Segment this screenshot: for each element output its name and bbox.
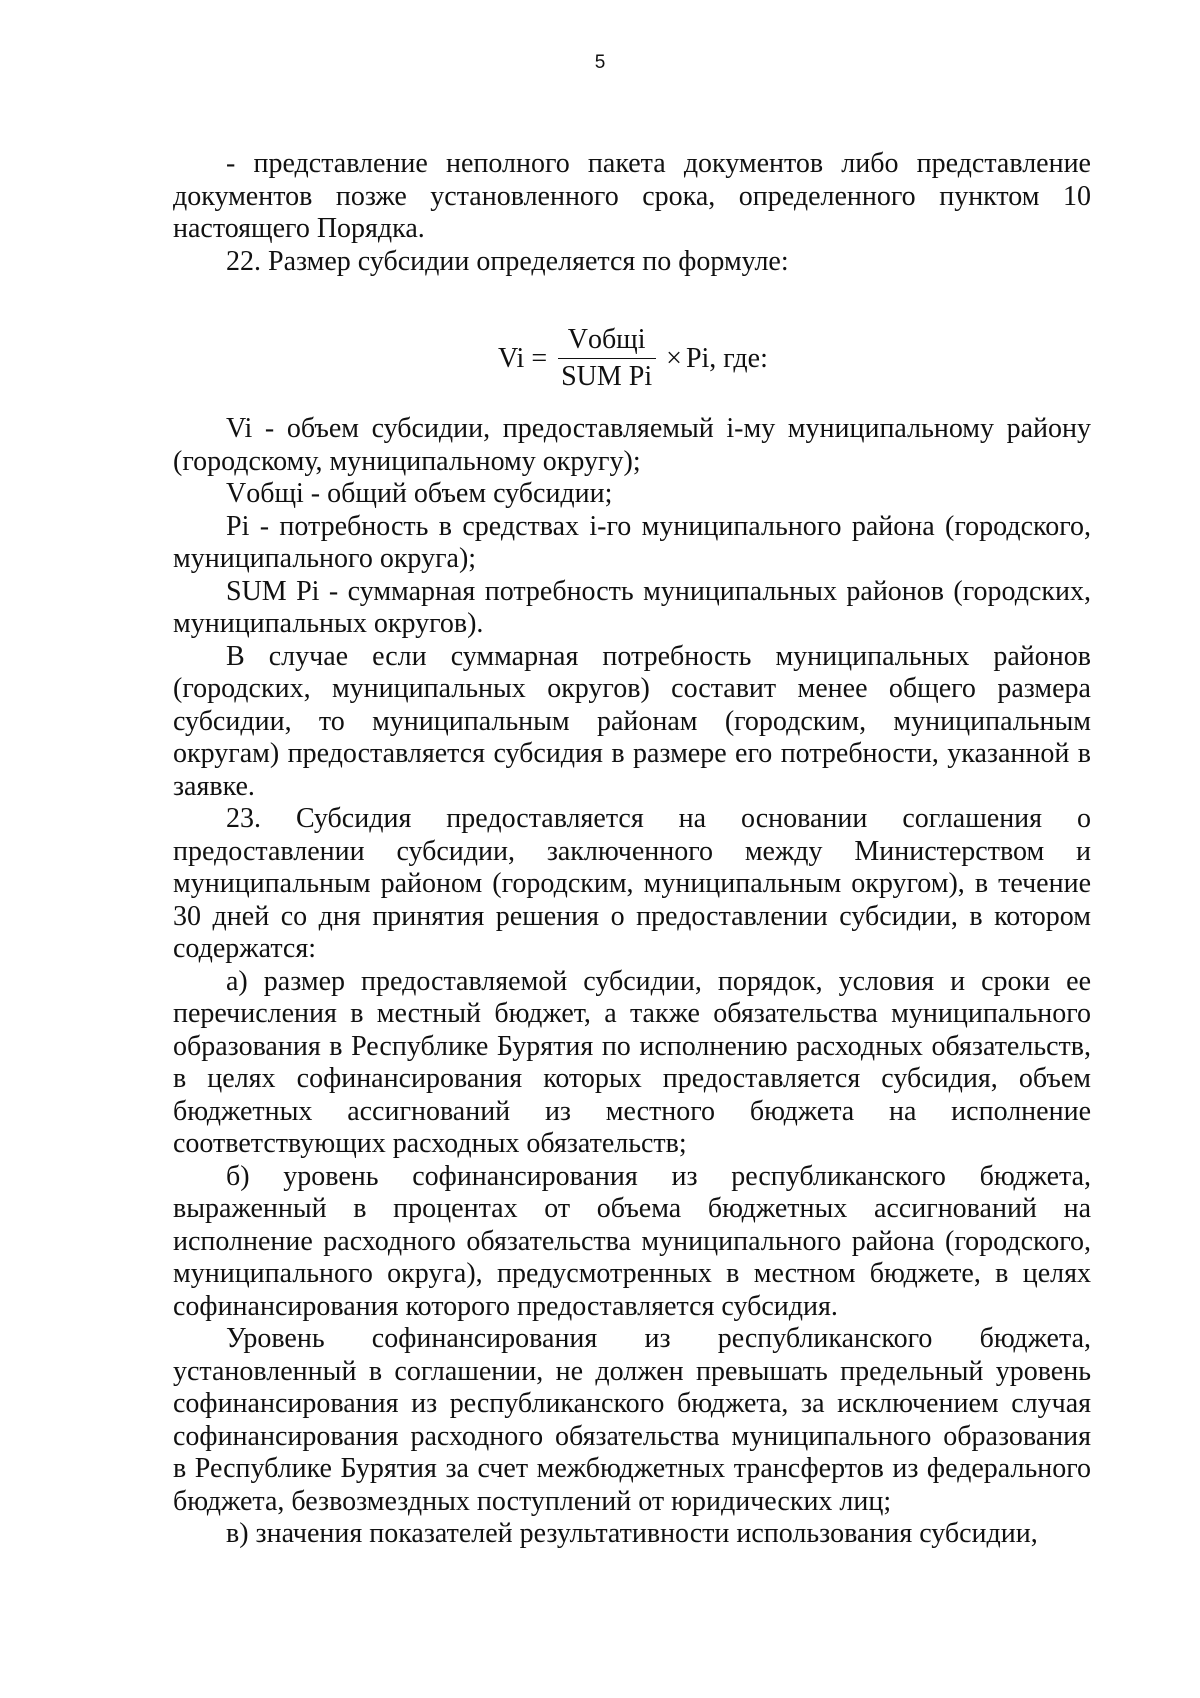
paragraph: 22. Размер субсидии определяется по формуле: bbox=[226, 245, 789, 277]
formula-rhs: Pi, где: bbox=[685, 342, 768, 374]
formula-numerator: Vобщi bbox=[558, 324, 656, 359]
paragraph: Vобщi - общий объем субсидии; bbox=[226, 478, 613, 509]
document-body bbox=[173, 148, 1091, 1551]
paragraph: Vi - объем субсидии, предоставляемый i-му муниципальному району (городскому, муниципальному округу); bbox=[173, 413, 1092, 477]
paragraph: Уровень софинансирования из республиканского бюджета, установленный в соглашении, не должен превышать предельный уровень софинансирования из республиканского бюджета, за исключением случая софинансирования расходного обязательства муниципального образования в Республике Бурятия за счет межбюджетных трансфертов из федерального бюджета, безвозмездных поступлений от юридических лиц; bbox=[173, 1323, 1091, 1517]
paragraph: В случае если суммарная потребность муниципальных районов (городских, муниципальных округов) составит менее общего размера субсидии, то муниципальным районам (городским, муниципальным округам) предоставляется субсидия в размере его потребности, указанной в заявке. bbox=[173, 640, 1091, 802]
paragraph: SUM Pi - суммарная потребность муниципальных районов (городских, муниципальных округов). bbox=[173, 575, 1091, 639]
paragraph: Pi - потребность в средствах i-го муниципального района (городского, муниципального округа); bbox=[173, 510, 1091, 574]
subsidy-formula bbox=[173, 278, 1091, 413]
formula-times-sign: × bbox=[666, 342, 682, 374]
paragraph: а) размер предоставляемой субсидии, порядок, условия и сроки ее перечисления в местный бюджет, а также обязательства муниципального образования в Республике Бурятия по исполнению расходных обязательств, в целях софинансирования которых предоставляется субсидия, объем бюджетных ассигнований из местного бюджета на исполнение соответствующих расходных обязательств; bbox=[173, 965, 1091, 1159]
paragraph: в) значения показателей результативности использования субсидии, bbox=[226, 1518, 1038, 1549]
paragraph: - представление неполного пакета документов либо представление документов позже установленного срока, определенного пунктом 10 настоящего Порядка. bbox=[173, 148, 1091, 244]
formula-fraction bbox=[551, 324, 662, 393]
formula-denominator: SUM Pi bbox=[561, 361, 653, 392]
paragraph: б) уровень софинансирования из республиканского бюджета, выраженный в процентах от объема бюджетных ассигнований на исполнение расходного обязательства муниципального района (городского, муниципального округа), предусмотренных в местном бюджете, в целях софинансирования которого предоставляется субсидия. bbox=[173, 1160, 1091, 1322]
page-number: 5 bbox=[594, 52, 606, 73]
paragraph: 23. Субсидия предоставляется на основании соглашения о предоставлении субсидии, заключенного между Министерством и муниципальным районом (городским, муниципальным округом), в течение 30 дней со дня принятия решения о предоставлении субсидии, в котором содержатся: bbox=[173, 803, 1091, 964]
formula-lhs: Vi = bbox=[498, 342, 548, 374]
